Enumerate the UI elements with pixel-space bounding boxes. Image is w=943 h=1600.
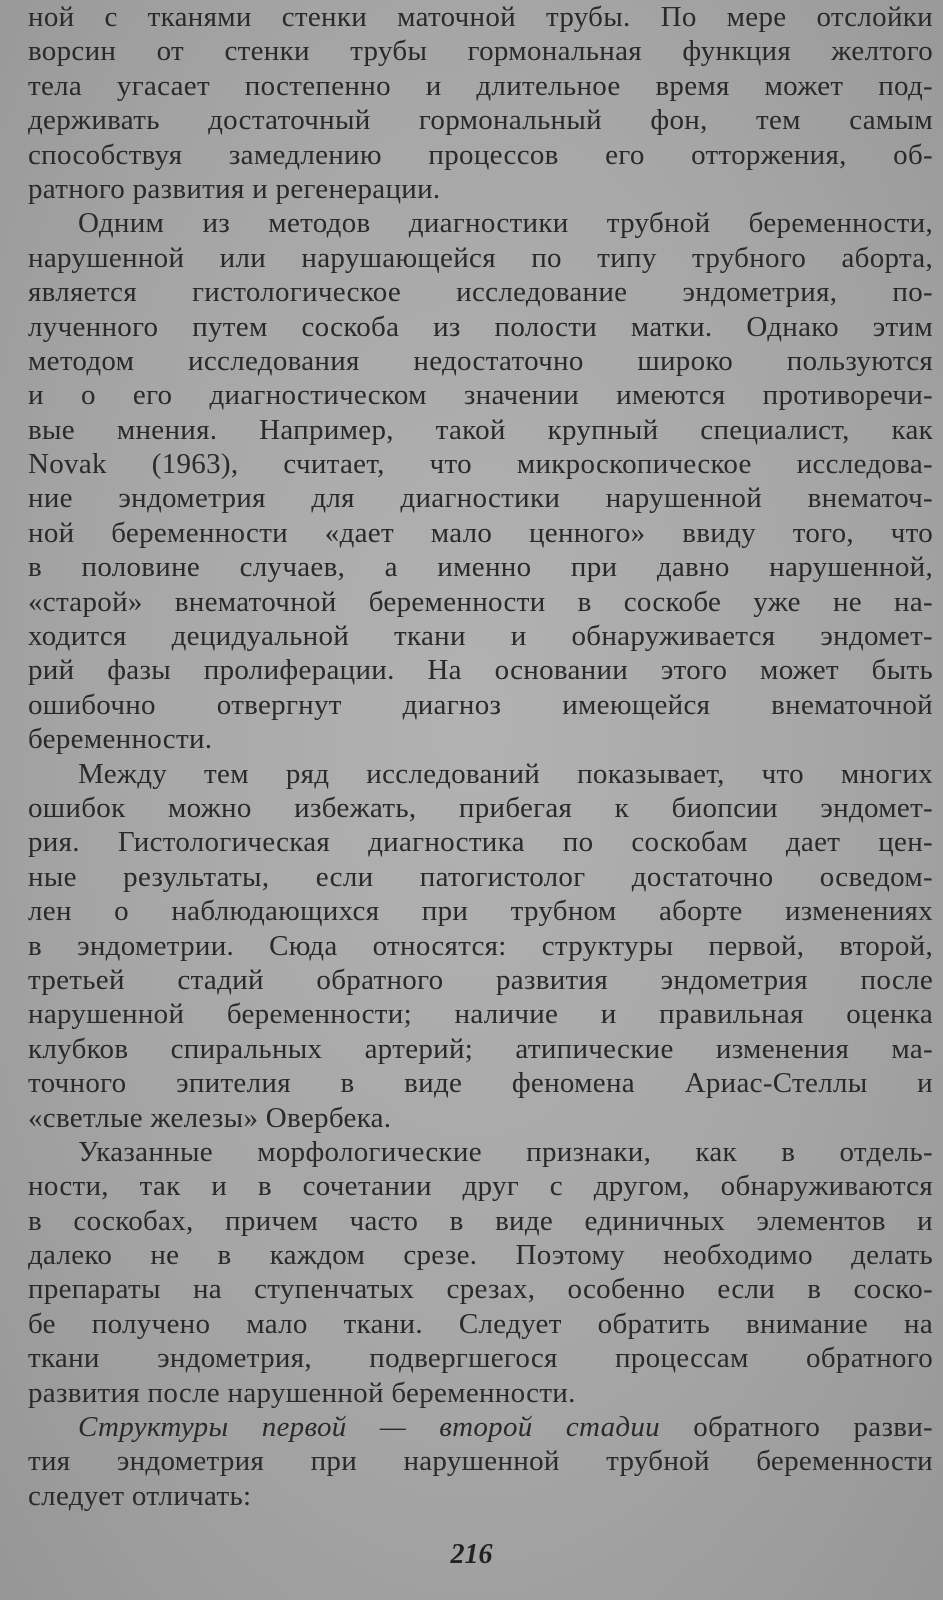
text-line: тела угасает постепенно и длительное время может под- xyxy=(28,69,933,102)
paragraph-start-line: Одним из методов диагностики трубной беременности, xyxy=(78,207,933,240)
text-line: ной с тканями стенки маточной трубы. По мере отслойки xyxy=(28,1,933,33)
italic-term: Структуры первой — второй стадии xyxy=(78,1411,660,1444)
text-line: «старой» внематочной беременности в соскобе уже не на- xyxy=(28,585,933,618)
text-line: вые мнения. Например, такой крупный специалист, как xyxy=(28,413,933,446)
text-line: лученного путем соскоба из полости матки. Однако этим xyxy=(28,310,933,343)
text-line: нарушенной или нарушающейся по типу трубного аборта, xyxy=(28,241,933,274)
text-line: в половине случаев, а именно при давно нарушенной, xyxy=(28,551,933,584)
text-line: способствуя замедлению процессов его отторжения, об- xyxy=(28,138,933,171)
text-line: ходится децидуальной ткани и обнаруживается эндомет- xyxy=(28,620,933,653)
text-line: является гистологическое исследование эндометрия, по- xyxy=(28,276,933,309)
text-line: третьей стадий обратного развития эндометрия после xyxy=(28,963,933,996)
text-line: лен о наблюдающихся при трубном аборте изменениях xyxy=(28,895,933,928)
body-text xyxy=(28,0,933,1513)
text-line: точного эпителия в виде феномена Ариас-Стеллы и xyxy=(28,1067,933,1100)
text-line: нарушенной беременности; наличие и правильная оценка xyxy=(28,998,933,1031)
text-line: препараты на ступенчатых срезах, особенно если в соско- xyxy=(28,1273,933,1306)
text-line: ткани эндометрия, подвергшегося процессам обратного xyxy=(28,1342,933,1375)
text-fragment: обратного разви- xyxy=(659,1411,933,1444)
text-line: ности, так и в сочетании друг с другом, обнаруживаются xyxy=(28,1170,933,1203)
paragraph-start-line: Между тем ряд исследований показывает, что многих xyxy=(78,757,933,790)
text-line: держивать достаточный гормональный фон, тем самым xyxy=(28,104,933,137)
text-line: следует отличать: xyxy=(28,1479,252,1512)
text-line: тия эндометрия при нарушенной трубной беременности xyxy=(28,1445,933,1478)
text-line: ратного развития и регенерации. xyxy=(28,172,441,205)
text-line: беременности. xyxy=(28,723,213,756)
text-line: ворсин от стенки трубы гормональная функция желтого xyxy=(28,35,933,68)
text-line: «светлые железы» Овербека. xyxy=(28,1101,392,1134)
text-line: в соскобах, причем часто в виде единичных элементов и xyxy=(28,1204,933,1237)
text-line: рия. Гистологическая диагностика по соскобам дает цен- xyxy=(28,826,933,859)
text-line: методом исследования недостаточно широко пользуются xyxy=(28,344,933,377)
text-line: ошибочно отвергнут диагноз имеющейся внематочной xyxy=(28,688,933,721)
text-line: ной беременности «дает мало ценного» ввиду того, что xyxy=(28,516,933,549)
text-line: бе получено мало ткани. Следует обратить внимание на xyxy=(28,1307,933,1340)
text-line: клубков спиральных артерий; атипические изменения ма- xyxy=(28,1032,933,1065)
paragraph-start-line: Указанные морфологические признаки, как в отдель- xyxy=(78,1135,933,1168)
text-line: Novak (1963), считает, что микроскопическое исследова- xyxy=(28,448,933,481)
text-line: ние эндометрия для диагностики нарушенной внематоч- xyxy=(28,482,933,515)
text-line: и о его диагностическом значении имеются противоречи- xyxy=(28,379,933,412)
text-line: в эндометрии. Сюда относятся: структуры первой, второй, xyxy=(28,929,933,962)
text-line: ные результаты, если патогистолог достаточно осведом- xyxy=(28,860,933,893)
page-number: 216 xyxy=(450,1539,493,1570)
text-line: далеко не в каждом срезе. Поэтому необходимо делать xyxy=(28,1239,933,1272)
text-line: рий фазы пролиферации. На основании этого может быть xyxy=(28,654,933,687)
text-line: развития после нарушенной беременности. xyxy=(28,1376,576,1409)
paragraph-start-line xyxy=(28,1410,933,1444)
text-line: ошибок можно избежать, прибегая к биопсии эндомет- xyxy=(28,791,933,824)
